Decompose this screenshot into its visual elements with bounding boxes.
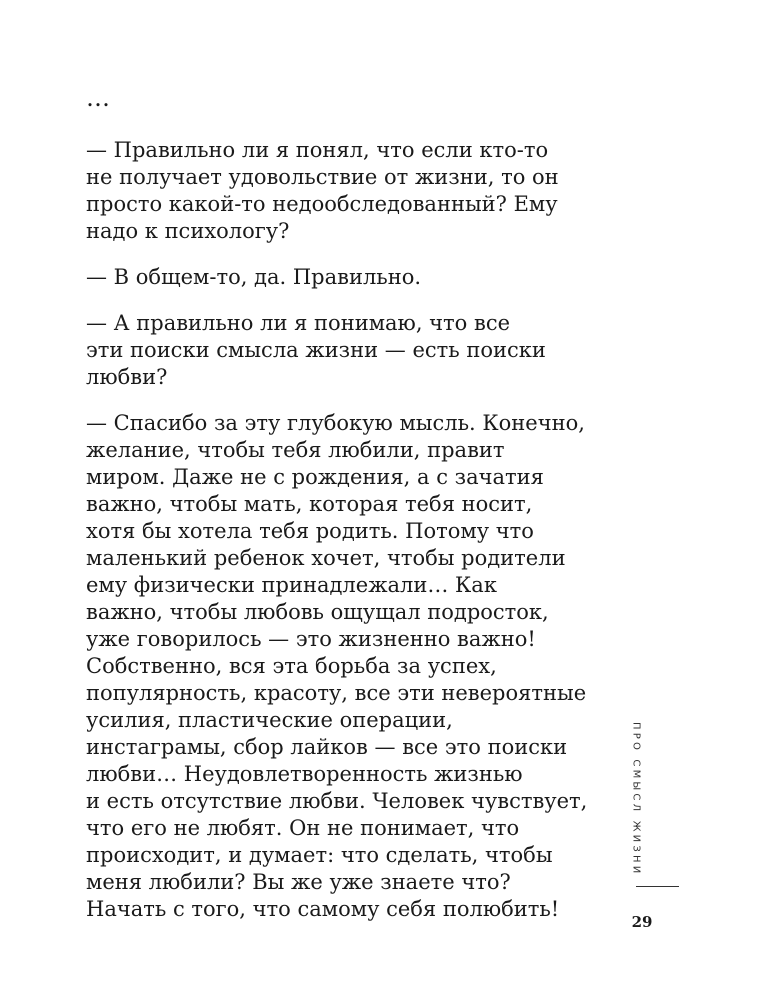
text-line: эти поиски смысла жизни — есть поиски xyxy=(86,338,546,362)
text-line: любви… Неудовлетворенность жизнью xyxy=(86,762,523,786)
page-number: 29 xyxy=(631,913,653,931)
text-line: маленький ребенок хочет, чтобы родители xyxy=(86,546,566,570)
text-line: популярность, красоту, все эти невероятные xyxy=(86,681,587,705)
text-line: уже говорилось — это жизненно важно! xyxy=(86,627,536,651)
text-line: Собственно, вся эта борьба за успех, xyxy=(86,654,497,678)
text-line: ему физически принадлежали… Как xyxy=(86,573,497,597)
text-line: просто какой-то недообследованный? Ему xyxy=(86,192,558,216)
paragraph xyxy=(86,264,596,291)
running-head-rule xyxy=(636,886,679,887)
text-line: что его не любят. Он не понимает, что xyxy=(86,816,520,840)
text-line: желание, чтобы тебя любили, правит xyxy=(86,438,505,462)
text-line: инстаграмы, сбор лайков — все это поиски xyxy=(86,735,568,759)
text-line: не получает удовольствие от жизни, то он xyxy=(86,165,559,189)
text-line: хотя бы хотела тебя родить. Потому что xyxy=(86,519,534,543)
text-line: надо к психологу? xyxy=(86,219,290,243)
text-line: важно, чтобы мать, которая тебя носит, xyxy=(86,492,533,516)
text-line: — Спасибо за эту глубокую мысль. Конечно, xyxy=(86,411,585,435)
text-line: — А правильно ли я понимаю, что все xyxy=(86,311,511,335)
text-line: Начать с того, что самому себя полюбить! xyxy=(86,897,560,921)
text-line: важно, чтобы любовь ощущал подросток, xyxy=(86,600,549,624)
paragraph xyxy=(86,310,596,391)
text-line: — В общем-то, да. Правильно. xyxy=(86,265,422,289)
text-line: усилия, пластические операции, xyxy=(86,708,453,732)
text-line: — Правильно ли я понял, что если кто-то xyxy=(86,138,549,162)
section-ellipsis: … xyxy=(86,84,112,112)
text-line: миром. Даже не с рождения, а с зачатия xyxy=(86,465,544,489)
text-line: меня любили? Вы же уже знаете что? xyxy=(86,870,511,894)
paragraph xyxy=(86,137,596,245)
text-line: происходит, и думает: что сделать, чтобы xyxy=(86,843,553,867)
paragraph xyxy=(86,410,596,923)
text-line: любви? xyxy=(86,365,168,389)
text-line: и есть отсутствие любви. Человек чувствует, xyxy=(86,789,588,813)
running-head: ПРО СМЫСЛ ЖИЗНИ xyxy=(630,722,642,877)
body-text xyxy=(86,137,596,942)
